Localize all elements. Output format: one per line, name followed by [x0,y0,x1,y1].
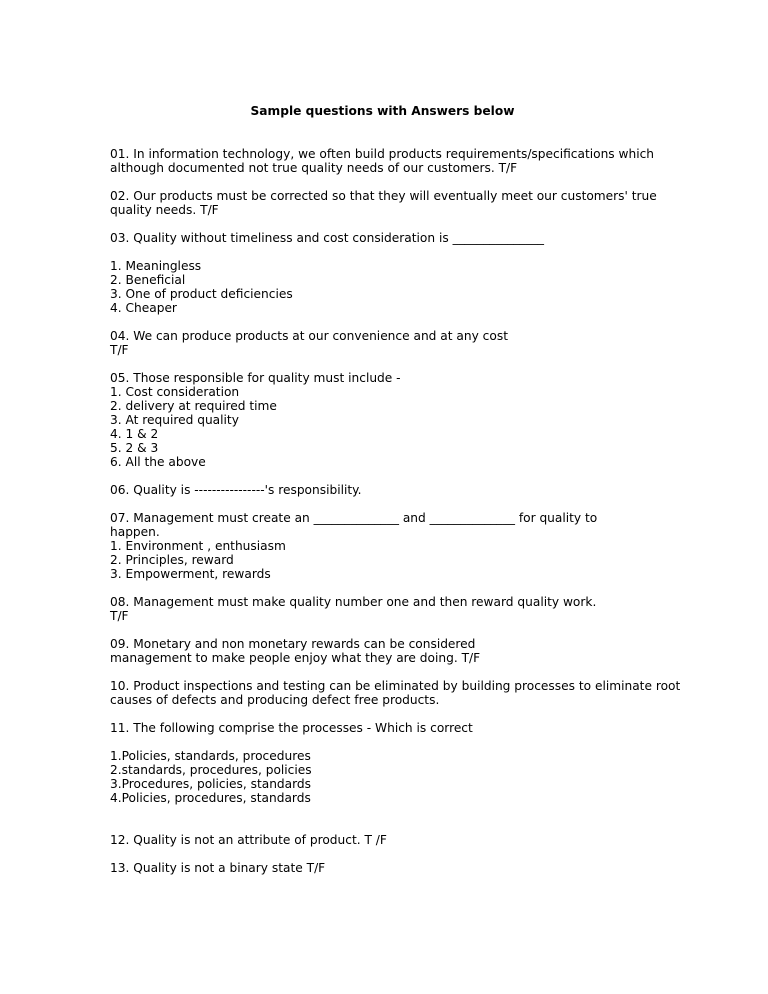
question-line: 04. We can produce products at our convenience and at any cost [110,329,508,343]
question-line: 07. Management must create an ______________ and ______________ for quality to [110,511,598,525]
option-line: 3. At required quality [110,413,239,427]
question-line: 06. Quality is ----------------'s responsibility. [110,483,362,497]
question-02 [110,189,655,217]
question-line: happen. [110,525,160,539]
question-09 [110,637,655,665]
question-line: 02. Our products must be corrected so that they will eventually meet our customers' true [110,189,657,203]
document-page [110,104,681,889]
question-07 [110,511,655,581]
question-line: quality needs. T/F [110,203,219,217]
question-line: 05. Those responsible for quality must include - [110,371,401,385]
option-line: 1. Environment , enthusiasm [110,539,286,553]
question-01 [110,147,655,175]
question-line: although documented not true quality needs of our customers. T/F [110,161,518,175]
option-line: 3.Procedures, policies, standards [110,777,312,791]
question-line: 09. Monetary and non monetary rewards can be considered [110,637,476,651]
question-03 [110,231,655,245]
option-line: 4. Cheaper [110,301,177,315]
option-line: 1.Policies, standards, procedures [110,749,311,763]
question-06 [110,483,655,497]
question-line: 13. Quality is not a binary state T/F [110,861,326,875]
question-line: 03. Quality without timeliness and cost consideration is _______________ [110,231,545,245]
option-line: 4.Policies, procedures, standards [110,791,311,805]
question-10 [110,679,681,707]
question-08 [110,595,655,623]
question-11-options [110,749,655,805]
question-line: T/F [110,343,129,357]
question-line: 11. The following comprise the processes - Which is correct [110,721,473,735]
question-04 [110,329,655,357]
option-line: 2. Principles, reward [110,553,234,567]
option-line: 1. Meaningless [110,259,202,273]
question-line: 01. In information technology, we often build products requirements/specifications which [110,147,655,161]
document-title: Sample questions with Answers below [250,104,515,118]
question-line: T/F [110,609,129,623]
question-line: 12. Quality is not an attribute of product. T /F [110,833,387,847]
option-line: 6. All the above [110,455,206,469]
question-05 [110,371,655,469]
option-line: 5. 2 & 3 [110,441,159,455]
question-03-options [110,259,655,315]
question-line: 10. Product inspections and testing can be eliminated by building processes to eliminate root [110,679,681,693]
question-line: management to make people enjoy what they are doing. T/F [110,651,481,665]
option-line: 4. 1 & 2 [110,427,159,441]
option-line: 2.standards, procedures, policies [110,763,312,777]
question-13 [110,861,655,875]
option-line: 3. Empowerment, rewards [110,567,271,581]
question-12 [110,833,655,847]
option-line: 3. One of product deficiencies [110,287,293,301]
option-line: 1. Cost consideration [110,385,240,399]
option-line: 2. Beneficial [110,273,186,287]
option-line: 2. delivery at required time [110,399,277,413]
question-11 [110,721,655,735]
question-line: 08. Management must make quality number one and then reward quality work. [110,595,597,609]
question-line: causes of defects and producing defect free products. [110,693,440,707]
